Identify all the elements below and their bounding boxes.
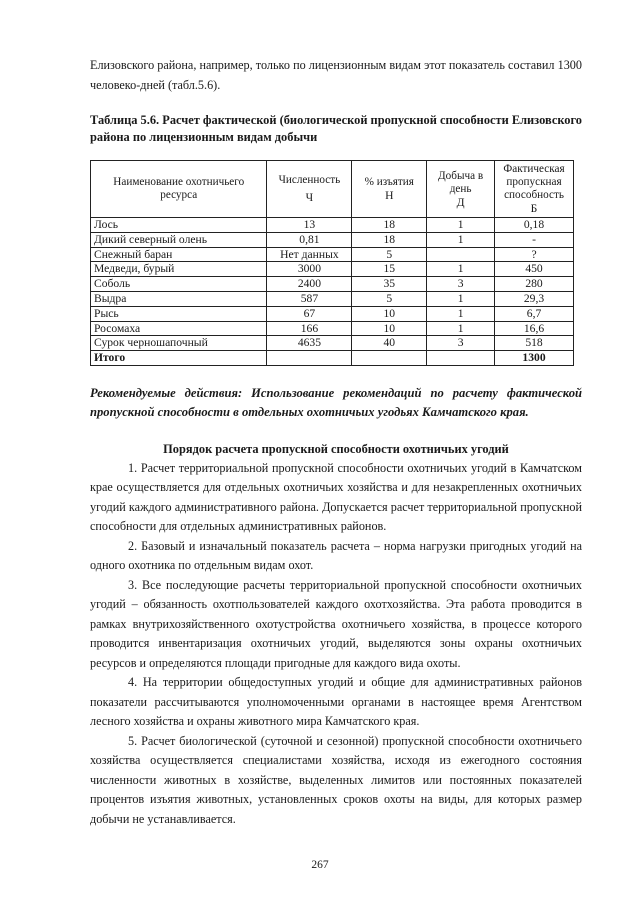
- value-cell: 1: [427, 306, 495, 321]
- value-cell: 18: [352, 218, 427, 233]
- resource-name-cell: Лось: [91, 218, 267, 233]
- value-cell: 10: [352, 321, 427, 336]
- value-cell: 15: [352, 262, 427, 277]
- resource-name-cell: Соболь: [91, 277, 267, 292]
- value-cell: 10: [352, 306, 427, 321]
- table-row: [91, 336, 574, 351]
- value-cell: 13: [267, 218, 352, 233]
- paragraph-1: 1. Расчет территориальной пропускной способности охотничьих угодий в Камчатском крае осуществляется для отдельных охотничьих хозяйства и для незакрепленных охотничьих угодий каждого административного района. Допускается расчет территориальной пропускной способности для отдельных административных районов.: [90, 460, 582, 534]
- table-row: [91, 277, 574, 292]
- value-cell: ?: [495, 247, 574, 262]
- value-cell: 3000: [267, 262, 352, 277]
- value-cell: 3: [427, 336, 495, 351]
- table-row: [91, 232, 574, 247]
- value-cell: 1: [427, 232, 495, 247]
- value-cell: 1: [427, 262, 495, 277]
- header-population: Численность Ч: [267, 161, 352, 218]
- paragraph-4: 4. На территории общедоступных угодий и общие для административных районов показатели рассчитываются уполномоченными органами в настоящее время Агентством лесного хозяйства и охраны животного мира Камчатского края.: [90, 675, 582, 729]
- header-daily-harvest: Добыча в день Д: [427, 161, 495, 218]
- resource-name-cell: Снежный баран: [91, 247, 267, 262]
- value-cell: 29,3: [495, 291, 574, 306]
- value-cell: 0,18: [495, 218, 574, 233]
- value-cell: 1: [427, 291, 495, 306]
- table-row: [91, 262, 574, 277]
- value-cell: 587: [267, 291, 352, 306]
- section-title: Порядок расчета пропускной способности охотничьих угодий: [163, 441, 509, 456]
- table-row: [91, 247, 574, 262]
- header-harvest-percent: % изъятия Н: [352, 161, 427, 218]
- total-value-cell: 1300: [495, 351, 574, 366]
- document-page: [90, 56, 582, 829]
- total-value-cell: [352, 351, 427, 366]
- resource-name-cell: Медведи, бурый: [91, 262, 267, 277]
- resource-name-cell: Выдра: [91, 291, 267, 306]
- value-cell: 67: [267, 306, 352, 321]
- table-header-row: [91, 161, 574, 218]
- value-cell: -: [495, 232, 574, 247]
- table-row: [91, 218, 574, 233]
- capacity-table: [90, 160, 574, 366]
- total-label-cell: Итого: [91, 351, 267, 366]
- value-cell: 18: [352, 232, 427, 247]
- table-row: [91, 306, 574, 321]
- resource-name-cell: Рысь: [91, 306, 267, 321]
- paragraph-3: 3. Все последующие расчеты территориальной пропускной способности охотничьих угодий – обязанность охотпользователей каждого охотхозяйства. Эта работа проводится в рамках внутрихозяйственного охотустройства охотничьего хозяйства, в процессе которого проводится инвентаризация охотничьих угодий, выделяются зоны охраны охотничьих ресурсов и определяются площади пригодные для каждого вида охоты.: [90, 577, 582, 670]
- value-cell: 4635: [267, 336, 352, 351]
- value-cell: 166: [267, 321, 352, 336]
- value-cell: 518: [495, 336, 574, 351]
- total-value-cell: [427, 351, 495, 366]
- intro-paragraph: Елизовского района, например, только по лицензионным видам этот показатель составил 1300 человеко-дней (табл.5.6).: [90, 58, 582, 92]
- header-resource: Наименование охотничьего ресурса: [91, 161, 267, 218]
- table-row: [91, 321, 574, 336]
- resource-name-cell: Сурок черношапочный: [91, 336, 267, 351]
- total-value-cell: [267, 351, 352, 366]
- table-total-row: [91, 351, 574, 366]
- value-cell: 16,6: [495, 321, 574, 336]
- recommended-actions: Рекомендуемые действия: Использование рекомендаций по расчету фактической пропускной способности в отдельных охотничьих угодьях Камчатского края.: [90, 385, 582, 420]
- value-cell: 6,7: [495, 306, 574, 321]
- value-cell: 3: [427, 277, 495, 292]
- value-cell: 5: [352, 291, 427, 306]
- value-cell: 40: [352, 336, 427, 351]
- value-cell: Нет данных: [267, 247, 352, 262]
- resource-name-cell: Дикий северный олень: [91, 232, 267, 247]
- table-row: [91, 291, 574, 306]
- value-cell: 450: [495, 262, 574, 277]
- value-cell: 2400: [267, 277, 352, 292]
- value-cell: [427, 247, 495, 262]
- value-cell: 1: [427, 218, 495, 233]
- value-cell: 0,81: [267, 232, 352, 247]
- value-cell: 35: [352, 277, 427, 292]
- paragraph-2: 2. Базовый и изначальный показатель расчета – норма нагрузки пригодных угодий на одного охотника по отдельным видам охот.: [90, 538, 582, 573]
- value-cell: 280: [495, 277, 574, 292]
- header-capacity: Фактическая пропускная способность Б: [495, 161, 574, 218]
- paragraph-5: 5. Расчет биологической (суточной и сезонной) пропускной способности охотничьего хозяйства осуществляется специалистами хозяйства, исходя из ежегодного состояния численности животных в хозяйстве, выделенных лимитов или постоянных показателей процентов изъятия животных, установленных сроков охоты на виды, для которых размер добычи не устанавливается.: [90, 733, 582, 826]
- value-cell: 1: [427, 321, 495, 336]
- resource-name-cell: Росомаха: [91, 321, 267, 336]
- page-number: 267: [311, 859, 329, 871]
- table-caption: Таблица 5.6. Расчет фактической (биологической пропускной способности Елизовского района по лицензионным видам добычи: [90, 113, 583, 144]
- value-cell: 5: [352, 247, 427, 262]
